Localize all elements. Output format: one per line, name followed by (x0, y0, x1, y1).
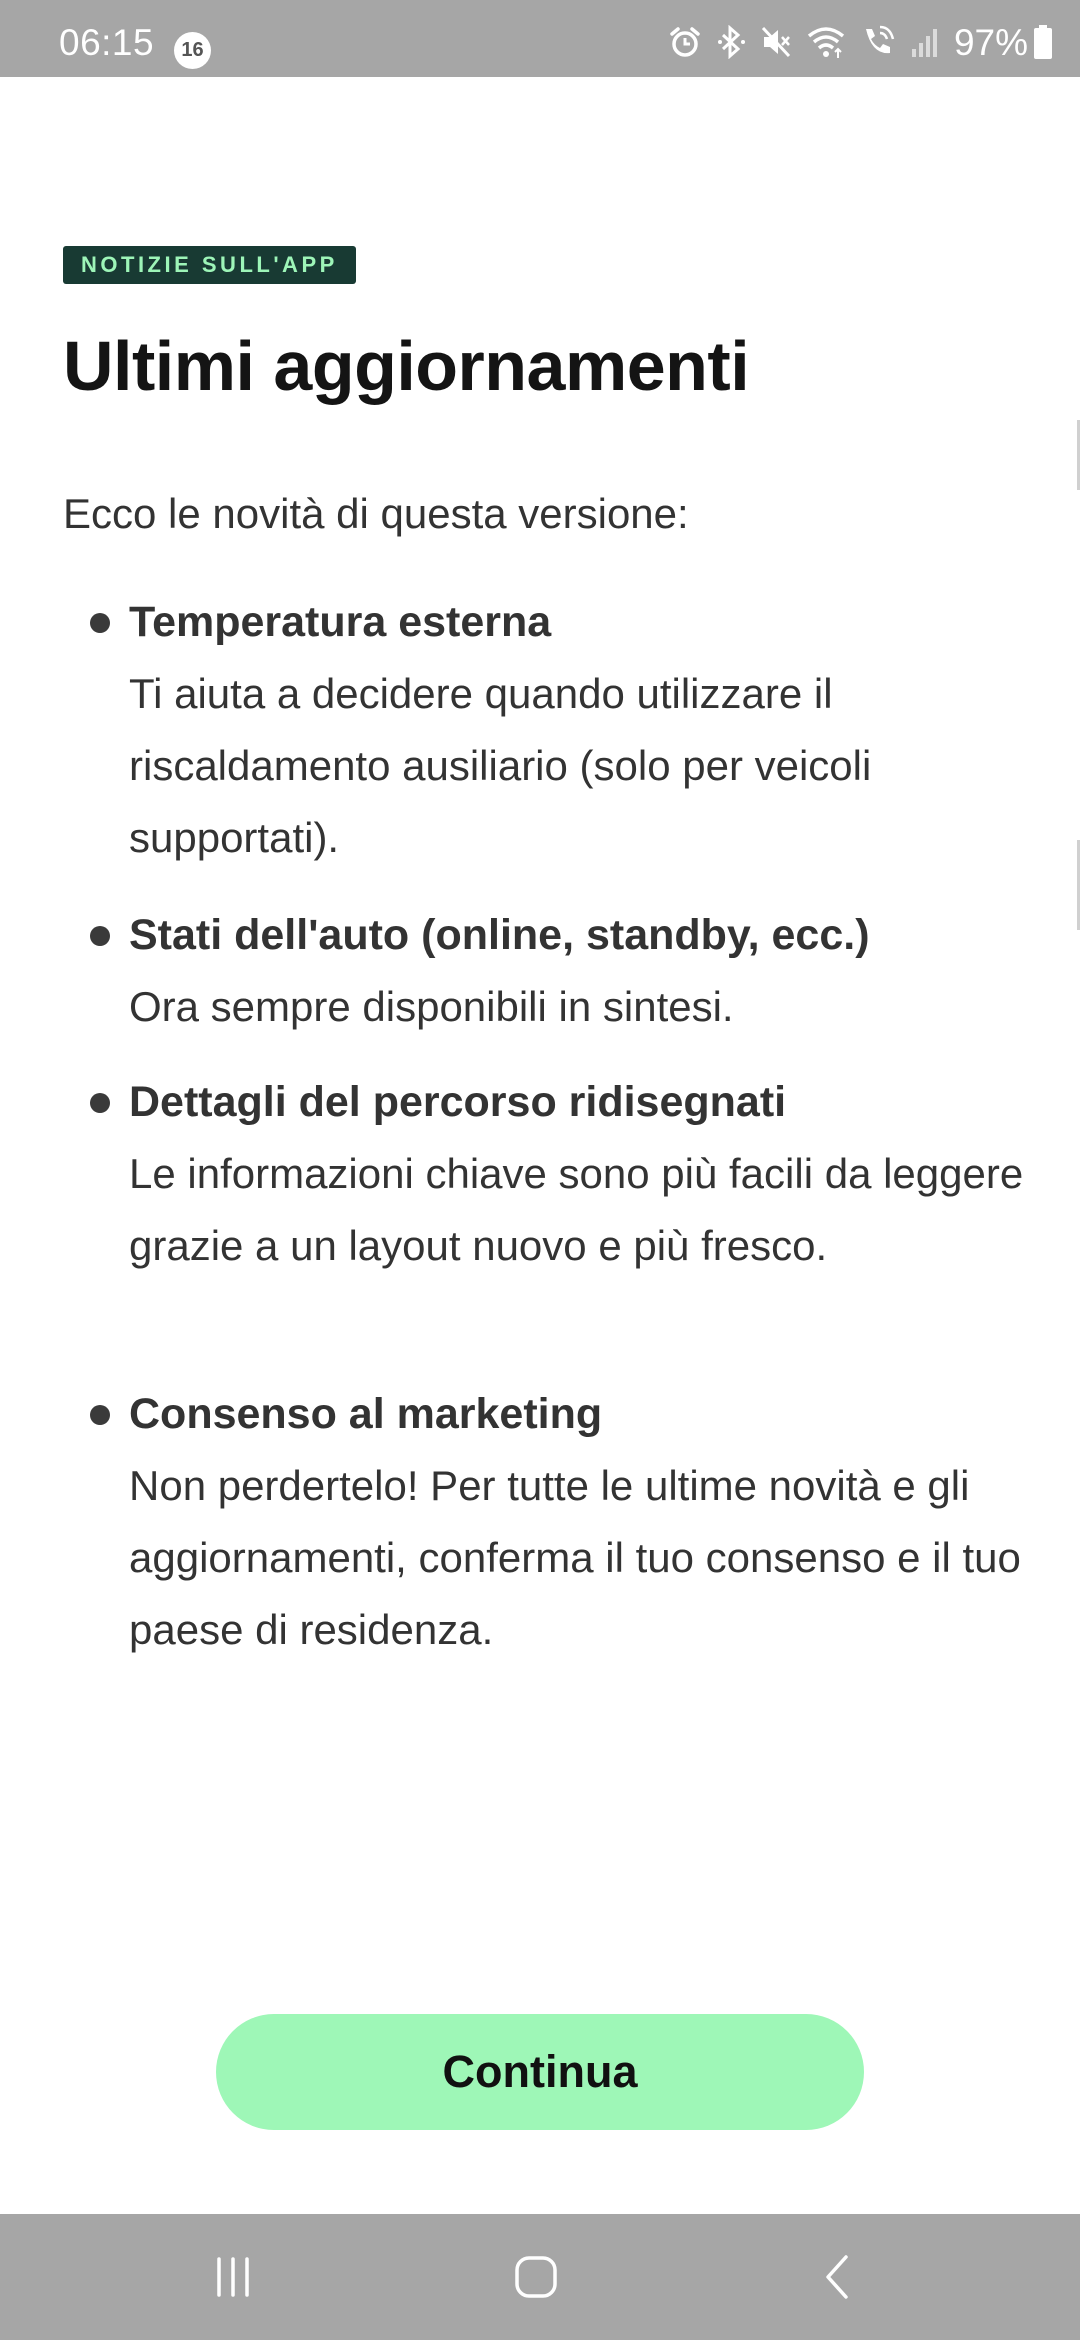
update-item-description: Ti aiuta a decidere quando utilizzare il riscaldamento ausiliario (solo per veicoli supportati). (129, 670, 872, 861)
update-item-title: Temperatura esterna (129, 598, 552, 646)
battery-percent: 97% (953, 21, 1028, 63)
back-button[interactable] (778, 2214, 898, 2340)
status-time: 06:15 (59, 22, 155, 63)
update-item-title: Stati dell'auto (online, standby, ecc.) (129, 911, 870, 959)
wifi-icon (806, 25, 846, 59)
back-icon (818, 2253, 858, 2301)
status-bar (0, 0, 1080, 77)
update-item-description: Non perdertelo! Per tutte le ultime novità e gli aggiornamenti, conferma il tuo consenso e il tuo paese di residenza. (129, 1462, 1021, 1653)
bullet (90, 1405, 110, 1425)
home-button[interactable] (476, 2214, 596, 2340)
update-item-title: Consenso al marketing (129, 1390, 603, 1438)
bullet (90, 613, 110, 633)
wifi-calling-icon (860, 25, 896, 59)
notification-count-badge: 16 (174, 32, 211, 69)
bullet (90, 926, 110, 946)
bluetooth-icon (716, 25, 746, 59)
update-item-description: Ora sempre disponibili in sintesi. (129, 983, 734, 1030)
navigation-bar (0, 2214, 1080, 2340)
mute-icon (760, 25, 792, 59)
signal-icon (910, 25, 940, 59)
page-title: Ultimi aggiornamenti (63, 327, 750, 405)
status-icons (654, 22, 1054, 62)
battery-icon (1032, 24, 1054, 60)
app-news-badge: NOTIZIE SULL'APP (63, 246, 356, 284)
recent-apps-button[interactable] (173, 2214, 293, 2340)
update-item-title: Dettagli del percorso ridisegnati (129, 1078, 787, 1126)
home-icon (512, 2253, 560, 2301)
update-item-description: Le informazioni chiave sono più facili da leggere grazie a un layout nuovo e più fresco. (129, 1150, 1024, 1269)
intro-text: Ecco le novità di questa versione: (63, 490, 689, 537)
continue-button[interactable]: Continua (216, 2014, 864, 2130)
alarm-icon (668, 25, 702, 59)
bullet (90, 1093, 110, 1113)
recent-apps-icon (211, 2255, 255, 2299)
